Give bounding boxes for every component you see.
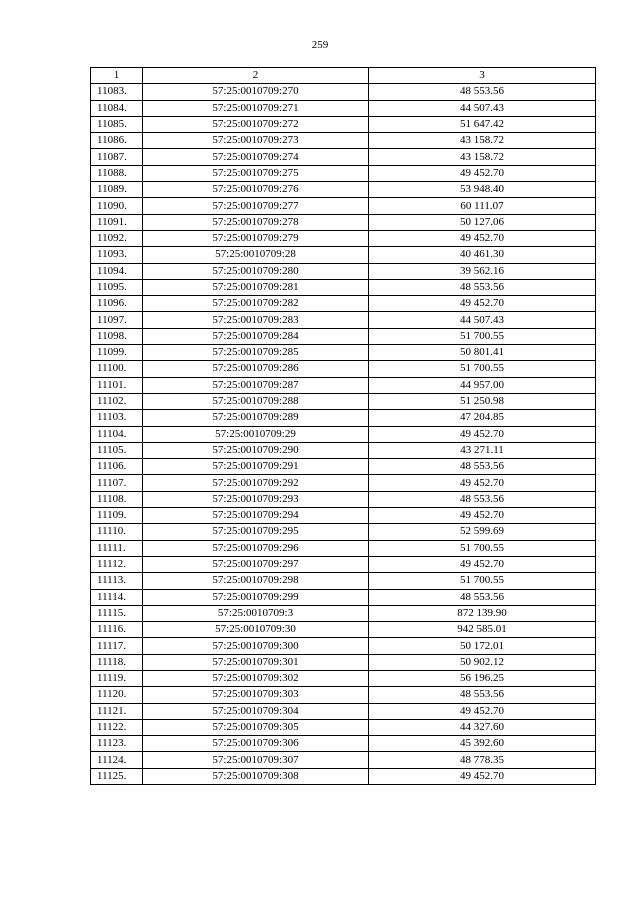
value-cell: 48 553.56 [369,491,596,507]
row-number-cell: 11116. [91,622,143,638]
cadastral-number-cell: 57:25:0010709:270 [143,84,369,100]
value-cell: 49 452.70 [369,556,596,572]
table-row [91,573,596,589]
value-cell: 49 452.70 [369,508,596,524]
value-cell: 44 957.00 [369,377,596,393]
value-cell: 45 392.60 [369,736,596,752]
cadastral-number-cell: 57:25:0010709:271 [143,100,369,116]
row-number-cell: 11114. [91,589,143,605]
row-number-cell: 11111. [91,540,143,556]
row-number-cell: 11094. [91,263,143,279]
value-cell: 49 452.70 [369,165,596,181]
table-row [91,426,596,442]
cadastral-number-cell: 57:25:0010709:286 [143,361,369,377]
value-cell: 49 452.70 [369,703,596,719]
value-cell: 44 327.60 [369,719,596,735]
value-cell: 48 778.35 [369,752,596,768]
value-cell: 49 452.70 [369,296,596,312]
table-row [91,687,596,703]
row-number-cell: 11098. [91,328,143,344]
value-cell: 47 204.85 [369,410,596,426]
table-row [91,654,596,670]
table-row [91,556,596,572]
row-number-cell: 11104. [91,426,143,442]
value-cell: 48 553.56 [369,589,596,605]
row-number-cell: 11099. [91,345,143,361]
value-cell: 44 507.43 [369,100,596,116]
cadastral-number-cell: 57:25:0010709:292 [143,475,369,491]
cadastral-number-cell: 57:25:0010709:274 [143,149,369,165]
cadastral-number-cell: 57:25:0010709:306 [143,736,369,752]
table-row [91,377,596,393]
row-number-cell: 11107. [91,475,143,491]
row-number-cell: 11092. [91,230,143,246]
value-cell: 872 139.90 [369,605,596,621]
cadastral-number-cell: 57:25:0010709:301 [143,654,369,670]
value-cell: 43 158.72 [369,149,596,165]
table-row [91,703,596,719]
cadastral-number-cell: 57:25:0010709:279 [143,230,369,246]
value-cell: 48 553.56 [369,459,596,475]
table-row [91,719,596,735]
row-number-cell: 11084. [91,100,143,116]
value-cell: 51 700.55 [369,328,596,344]
value-cell: 56 196.25 [369,670,596,686]
row-number-cell: 11089. [91,182,143,198]
row-number-cell: 11112. [91,556,143,572]
table-row [91,540,596,556]
value-cell: 50 127.06 [369,214,596,230]
table-row [91,312,596,328]
value-cell: 51 700.55 [369,573,596,589]
cadastral-number-cell: 57:25:0010709:288 [143,393,369,409]
row-number-cell: 11122. [91,719,143,735]
table-row [91,182,596,198]
table-row [91,524,596,540]
cadastral-number-cell: 57:25:0010709:300 [143,638,369,654]
row-number-cell: 11100. [91,361,143,377]
value-cell: 52 599.69 [369,524,596,540]
value-cell: 39 562.16 [369,263,596,279]
cadastral-number-cell: 57:25:0010709:285 [143,345,369,361]
table-row [91,410,596,426]
table-row [91,459,596,475]
cadastral-number-cell: 57:25:0010709:276 [143,182,369,198]
row-number-cell: 11090. [91,198,143,214]
value-cell: 48 553.56 [369,84,596,100]
row-number-cell: 11083. [91,84,143,100]
table-row [91,605,596,621]
table-row [91,133,596,149]
table-row [91,622,596,638]
cadastral-number-cell: 57:25:0010709:29 [143,426,369,442]
value-cell: 942 585.01 [369,622,596,638]
row-number-cell: 11123. [91,736,143,752]
value-cell: 50 172.01 [369,638,596,654]
table-row [91,116,596,132]
table-row [91,165,596,181]
value-cell: 51 250.98 [369,393,596,409]
row-number-cell: 11085. [91,116,143,132]
table-row [91,475,596,491]
cadastral-number-cell: 57:25:0010709:280 [143,263,369,279]
table-row [91,508,596,524]
cadastral-number-cell: 57:25:0010709:273 [143,133,369,149]
table-row [91,752,596,768]
cadastral-number-cell: 57:25:0010709:304 [143,703,369,719]
row-number-cell: 11088. [91,165,143,181]
row-number-cell: 11105. [91,442,143,458]
row-number-cell: 11113. [91,573,143,589]
row-number-cell: 11086. [91,133,143,149]
value-cell: 40 461.30 [369,247,596,263]
table-row [91,393,596,409]
value-cell: 51 700.55 [369,361,596,377]
cadastral-number-cell: 57:25:0010709:293 [143,491,369,507]
value-cell: 60 111.07 [369,198,596,214]
cadastral-number-cell: 57:25:0010709:283 [143,312,369,328]
value-cell: 51 700.55 [369,540,596,556]
row-number-cell: 11087. [91,149,143,165]
cadastral-number-cell: 57:25:0010709:302 [143,670,369,686]
value-cell: 49 452.70 [369,426,596,442]
value-cell: 49 452.70 [369,475,596,491]
cadastral-number-cell: 57:25:0010709:278 [143,214,369,230]
table-row [91,84,596,100]
row-number-cell: 11115. [91,605,143,621]
cadastral-number-cell: 57:25:0010709:281 [143,279,369,295]
table-row [91,589,596,605]
row-number-cell: 11101. [91,377,143,393]
cadastral-number-cell: 57:25:0010709:275 [143,165,369,181]
cadastral-number-cell: 57:25:0010709:290 [143,442,369,458]
row-number-cell: 11124. [91,752,143,768]
row-number-cell: 11119. [91,670,143,686]
row-number-cell: 11106. [91,459,143,475]
value-cell: 50 801.41 [369,345,596,361]
cadastral-number-cell: 57:25:0010709:272 [143,116,369,132]
cadastral-number-cell: 57:25:0010709:28 [143,247,369,263]
table-row [91,736,596,752]
cadastral-number-cell: 57:25:0010709:299 [143,589,369,605]
value-cell: 43 271.11 [369,442,596,458]
table-row [91,361,596,377]
cadastral-number-cell: 57:25:0010709:294 [143,508,369,524]
value-cell: 53 948.40 [369,182,596,198]
value-cell: 49 452.70 [369,230,596,246]
cadastral-number-cell: 57:25:0010709:297 [143,556,369,572]
data-table [90,67,596,785]
row-number-cell: 11118. [91,654,143,670]
table-row [91,214,596,230]
table-row [91,198,596,214]
value-cell: 49 452.70 [369,768,596,784]
cadastral-number-cell: 57:25:0010709:284 [143,328,369,344]
cadastral-number-cell: 57:25:0010709:307 [143,752,369,768]
table-row [91,638,596,654]
row-number-cell: 11108. [91,491,143,507]
row-number-cell: 11110. [91,524,143,540]
value-cell: 44 507.43 [369,312,596,328]
table-row [91,670,596,686]
table-row [91,263,596,279]
column-header-1: 1 [91,68,143,84]
value-cell: 48 553.56 [369,687,596,703]
row-number-cell: 11097. [91,312,143,328]
table-header [91,68,596,84]
table-row [91,491,596,507]
column-header-2: 2 [143,68,369,84]
header-row [91,68,596,84]
cadastral-number-cell: 57:25:0010709:30 [143,622,369,638]
table-row [91,247,596,263]
cadastral-number-cell: 57:25:0010709:277 [143,198,369,214]
page-number: 259 [311,39,329,51]
cadastral-number-cell: 57:25:0010709:298 [143,573,369,589]
row-number-cell: 11117. [91,638,143,654]
table-row [91,100,596,116]
table-row [91,149,596,165]
row-number-cell: 11125. [91,768,143,784]
table-row [91,442,596,458]
row-number-cell: 11103. [91,410,143,426]
row-number-cell: 11120. [91,687,143,703]
value-cell: 48 553.56 [369,279,596,295]
cadastral-number-cell: 57:25:0010709:308 [143,768,369,784]
value-cell: 51 647.42 [369,116,596,132]
row-number-cell: 11093. [91,247,143,263]
row-number-cell: 11102. [91,393,143,409]
cadastral-number-cell: 57:25:0010709:296 [143,540,369,556]
cadastral-number-cell: 57:25:0010709:282 [143,296,369,312]
column-header-3: 3 [369,68,596,84]
cadastral-number-cell: 57:25:0010709:303 [143,687,369,703]
cadastral-number-cell: 57:25:0010709:295 [143,524,369,540]
row-number-cell: 11121. [91,703,143,719]
value-cell: 43 158.72 [369,133,596,149]
table-row [91,296,596,312]
row-number-cell: 11091. [91,214,143,230]
cadastral-number-cell: 57:25:0010709:287 [143,377,369,393]
cadastral-number-cell: 57:25:0010709:3 [143,605,369,621]
cadastral-number-cell: 57:25:0010709:291 [143,459,369,475]
table-row [91,345,596,361]
table-row [91,328,596,344]
cadastral-number-cell: 57:25:0010709:289 [143,410,369,426]
table-body [91,84,596,785]
table-row [91,279,596,295]
value-cell: 50 902.12 [369,654,596,670]
cadastral-number-cell: 57:25:0010709:305 [143,719,369,735]
table-row [91,768,596,784]
table-row [91,230,596,246]
row-number-cell: 11109. [91,508,143,524]
row-number-cell: 11096. [91,296,143,312]
row-number-cell: 11095. [91,279,143,295]
